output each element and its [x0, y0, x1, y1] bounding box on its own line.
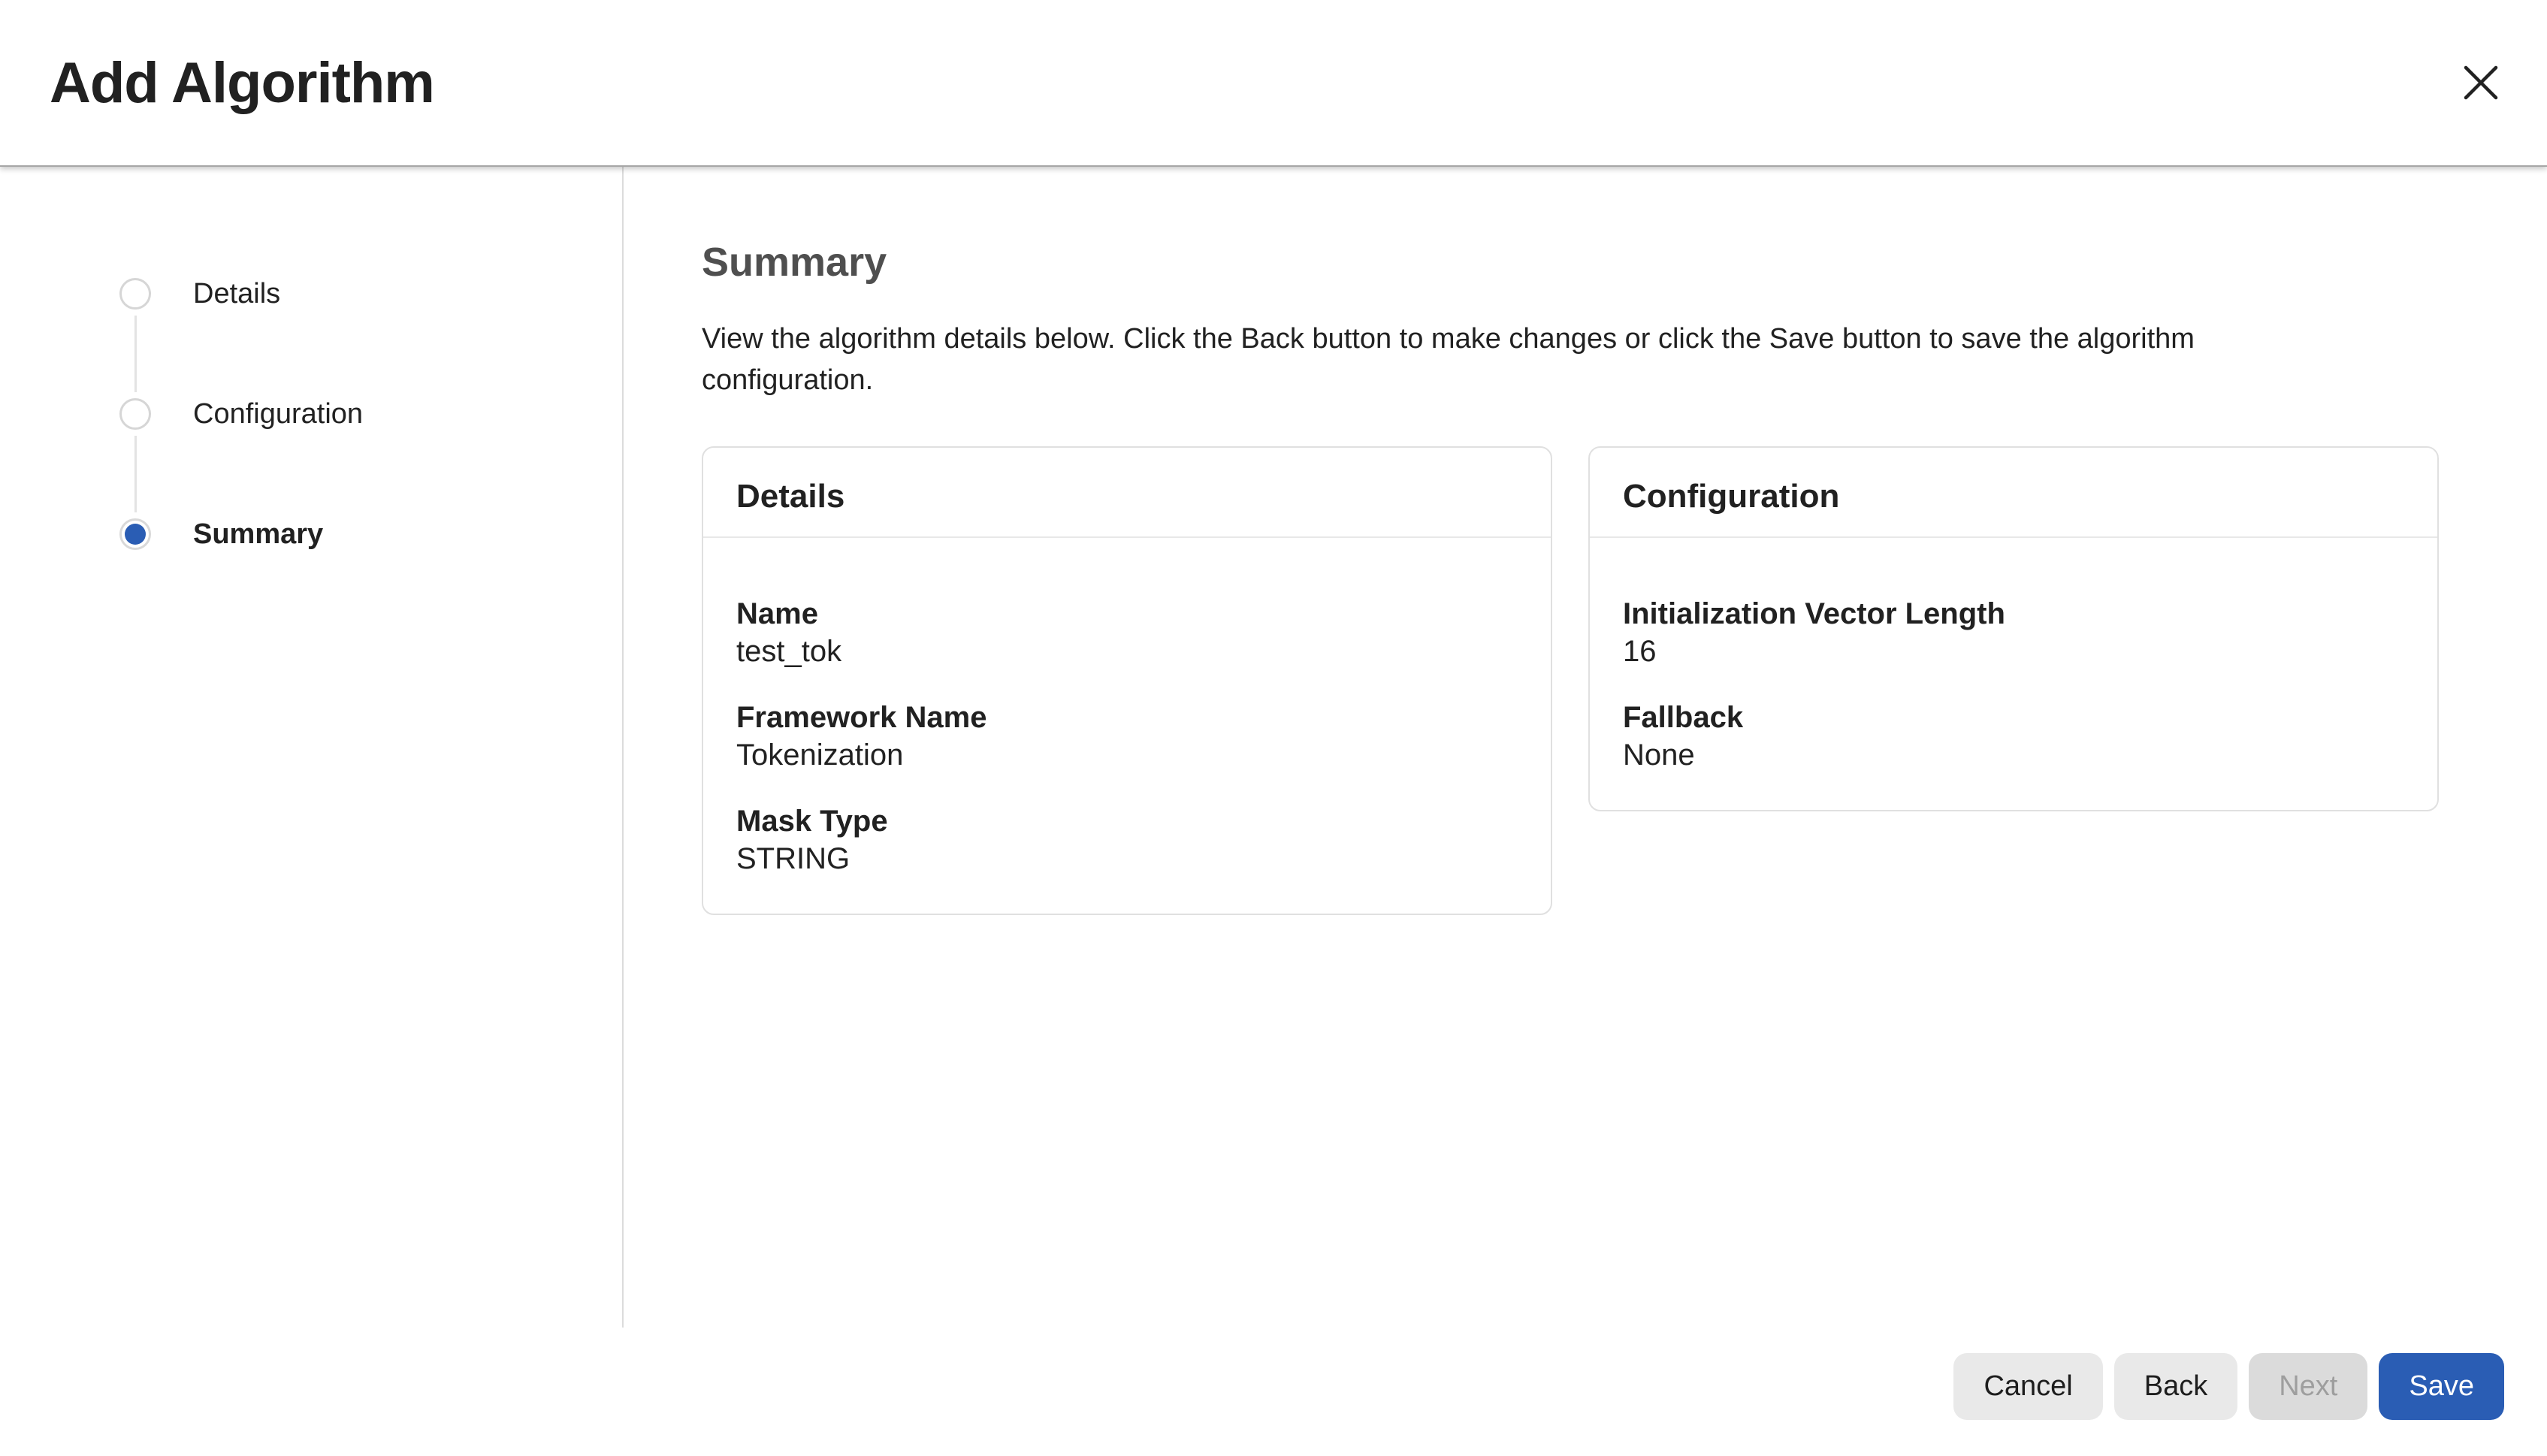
step-label-configuration: Configuration	[193, 397, 364, 430]
field-fallback	[1623, 699, 2404, 774]
next-button[interactable]: Next	[2249, 1353, 2367, 1420]
field-label: Initialization Vector Length	[1623, 597, 2005, 630]
configuration-card-body	[1590, 538, 2437, 810]
dialog-body	[0, 167, 2547, 1328]
field-value: STRING	[736, 842, 851, 875]
field-value: 16	[1623, 635, 1657, 668]
details-card-header	[703, 448, 1551, 536]
stepper-step-details[interactable]	[119, 278, 622, 310]
field-label: Framework Name	[736, 701, 987, 734]
configuration-card	[1588, 446, 2439, 811]
field-value: test_tok	[736, 635, 842, 668]
summary-cards	[702, 446, 2457, 915]
field-framework-name	[736, 699, 1518, 774]
stepper-sidebar	[0, 167, 624, 1328]
details-card-title: Details	[736, 478, 845, 515]
field-label: Name	[736, 597, 818, 630]
field-mask-type	[736, 802, 1518, 878]
step-circle-configuration	[119, 398, 151, 430]
step-label-details: Details	[193, 277, 281, 310]
main-content	[624, 167, 2547, 1328]
configuration-card-header	[1590, 448, 2437, 536]
dialog-footer	[0, 1328, 2547, 1456]
page-title: Add Algorithm	[50, 50, 434, 115]
field-initialization-vector-length	[1623, 595, 2404, 670]
save-button[interactable]: Save	[2379, 1353, 2504, 1420]
details-card-body	[703, 538, 1551, 914]
stepper-step-configuration[interactable]	[119, 398, 622, 430]
field-name	[736, 595, 1518, 670]
field-label: Mask Type	[736, 805, 888, 838]
field-value: Tokenization	[736, 739, 904, 772]
configuration-card-title: Configuration	[1623, 478, 1840, 515]
step-label-summary: Summary	[193, 518, 324, 550]
stepper-step-summary[interactable]	[119, 518, 622, 550]
field-label: Fallback	[1623, 701, 1744, 734]
stepper-connector	[134, 436, 137, 512]
dialog-header	[0, 0, 2547, 167]
cancel-button[interactable]: Cancel	[1953, 1353, 2102, 1420]
field-value: None	[1623, 739, 1695, 772]
back-button[interactable]: Back	[2114, 1353, 2237, 1420]
stepper-connector	[134, 316, 137, 392]
details-card	[702, 446, 1552, 915]
close-icon	[2462, 64, 2500, 101]
step-circle-details	[119, 278, 151, 310]
close-button[interactable]	[2454, 56, 2508, 110]
step-circle-summary-active	[119, 518, 151, 550]
summary-heading: Summary	[702, 240, 887, 285]
summary-description: View the algorithm details below. Click the Back button to make changes or click the Save button to save the algorithm configuration.	[702, 323, 2195, 396]
